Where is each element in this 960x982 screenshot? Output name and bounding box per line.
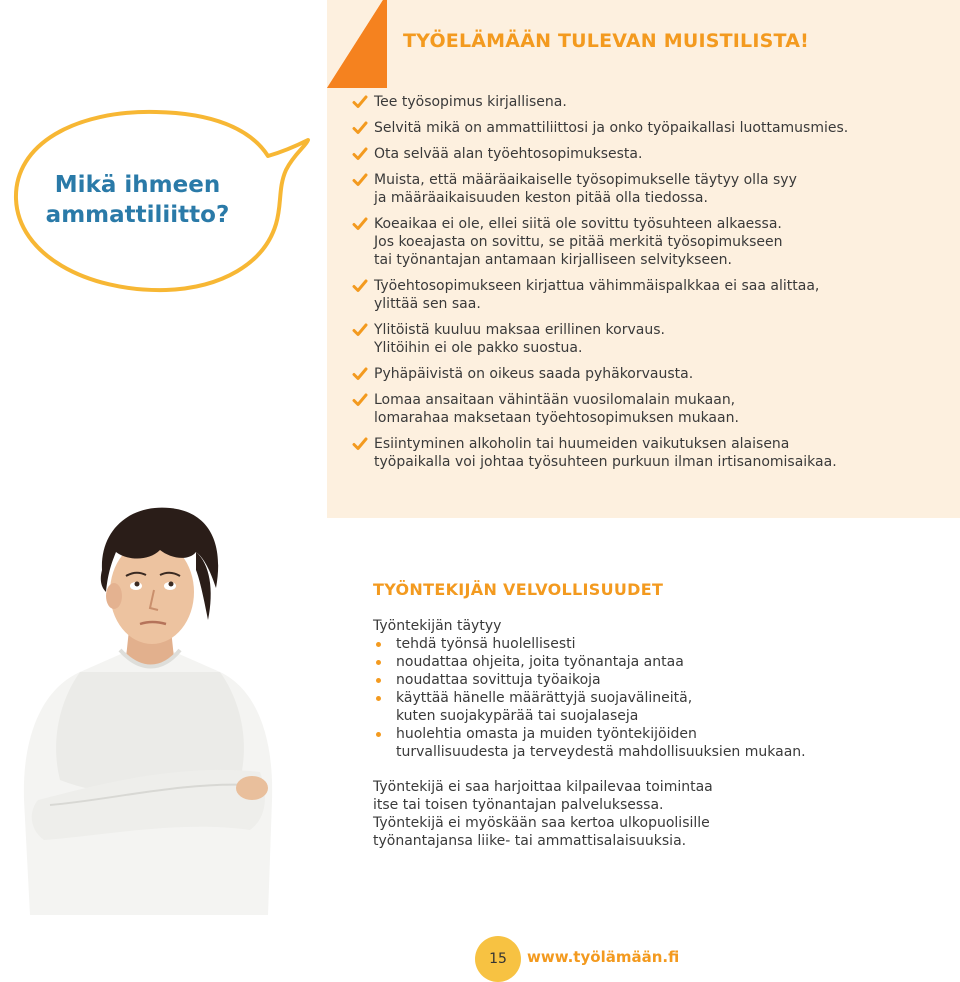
check-icon xyxy=(352,322,368,338)
check-icon xyxy=(352,366,368,382)
thinking-person-image xyxy=(20,500,280,915)
list-item-text: Ylitöistä kuuluu maksaa erillinen korvaus. xyxy=(374,322,665,338)
list-item xyxy=(373,689,933,725)
list-item-text: noudattaa ohjeita, joita työnantaja antaa xyxy=(396,654,684,670)
list-item-text: Pyhäpäivistä on oikeus saada pyhäkorvausta. xyxy=(374,366,694,382)
list-item-text: lomarahaa maksetaan työehtosopimuksen mukaan. xyxy=(374,410,739,426)
check-icon xyxy=(352,216,368,232)
list-item xyxy=(350,365,950,383)
list-item xyxy=(373,653,933,671)
page-number: 15 xyxy=(475,936,521,982)
list-item-text: tehdä työnsä huolellisesti xyxy=(396,636,576,652)
check-icon xyxy=(352,146,368,162)
paragraph-line: Työntekijä ei saa harjoittaa kilpailevaa toimintaa xyxy=(373,779,713,795)
bubble-line: Mikä ihmeen xyxy=(54,172,221,198)
list-item-text: työpaikalla voi johtaa työsuhteen purkuun ilman irtisanomisaikaa. xyxy=(374,454,837,470)
list-item-text: käyttää hänelle määrättyjä suojavälineitä, xyxy=(396,690,693,706)
checklist xyxy=(350,93,950,479)
list-item-text: Tee työsopimus kirjallisena. xyxy=(374,94,567,110)
bullet-icon xyxy=(376,696,381,701)
list-item xyxy=(350,277,950,313)
list-item-text: ja määräaikaisuuden keston pitää olla tiedossa. xyxy=(374,190,708,206)
check-icon xyxy=(352,278,368,294)
check-icon xyxy=(352,94,368,110)
paragraph-line: Työntekijä ei myöskään saa kertoa ulkopuolisille xyxy=(373,815,710,831)
bullet-icon xyxy=(376,642,381,647)
list-item-text: Ylitöihin ei ole pakko suostua. xyxy=(374,340,583,356)
bullet-icon xyxy=(376,732,381,737)
bullet-icon xyxy=(376,660,381,665)
list-item xyxy=(350,171,950,207)
list-item-text: Muista, että määräaikaiselle työsopimukselle täytyy olla syy xyxy=(374,172,797,188)
paragraph-line: itse tai toisen työnantajan palveluksessa. xyxy=(373,797,664,813)
paragraph-line: työnantajansa liike- tai ammattisalaisuuksia. xyxy=(373,833,687,849)
check-icon xyxy=(352,392,368,408)
bubble-line: ammattiliitto? xyxy=(45,202,230,228)
list-item xyxy=(350,435,950,471)
duties-paragraph xyxy=(373,778,933,850)
list-item-text: noudattaa sovittuja työaikoja xyxy=(396,672,601,688)
list-item-text: kuten suojakypärää tai suojalaseja xyxy=(396,708,639,724)
corner-triangle xyxy=(327,0,387,88)
list-item-text: Esiintyminen alkoholin tai huumeiden vaikutuksen alaisena xyxy=(374,436,790,452)
list-item xyxy=(350,119,950,137)
panel-title: TYÖELÄMÄÄN TULEVAN MUISTILISTA! xyxy=(403,30,809,52)
list-item-text: Koeaikaa ei ole, ellei siitä ole sovittu työsuhteen alkaessa. xyxy=(374,216,782,232)
list-item-text: ylittää sen saa. xyxy=(374,296,481,312)
bullet-list xyxy=(373,635,933,761)
list-item-text: Jos koeajasta on sovittu, se pitää merkitä työsopimukseen xyxy=(374,234,783,250)
list-item-text: Lomaa ansaitaan vähintään vuosilomalain mukaan, xyxy=(374,392,736,408)
list-item-text: huolehtia omasta ja muiden työntekijöiden xyxy=(396,726,697,742)
section-title: TYÖNTEKIJÄN VELVOLLISUUDET xyxy=(373,580,664,599)
list-item xyxy=(350,215,950,269)
duties-intro: Työntekijän täytyy xyxy=(373,618,502,634)
bubble-text xyxy=(30,170,245,230)
list-item xyxy=(350,321,950,357)
list-item-text: turvallisuudesta ja terveydestä mahdollisuuksien mukaan. xyxy=(396,744,806,760)
list-item xyxy=(373,671,933,689)
list-item-text: Selvitä mikä on ammattiliittosi ja onko työpaikallasi luottamusmies. xyxy=(374,120,849,136)
duties-list xyxy=(373,617,933,761)
check-icon xyxy=(352,120,368,136)
list-item-text: tai työnantajan antamaan kirjalliseen selvitykseen. xyxy=(374,252,733,268)
list-item xyxy=(373,635,933,653)
list-item xyxy=(350,145,950,163)
list-item-text: Työehtosopimukseen kirjattua vähimmäispalkkaa ei saa alittaa, xyxy=(374,278,820,294)
list-item xyxy=(373,725,933,761)
check-icon xyxy=(352,436,368,452)
list-item xyxy=(350,93,950,111)
list-item xyxy=(350,391,950,427)
website-link[interactable]: www.työlämään.fi xyxy=(527,948,680,966)
list-item-text: Ota selvää alan työehtosopimuksesta. xyxy=(374,146,643,162)
check-icon xyxy=(352,172,368,188)
bullet-icon xyxy=(376,678,381,683)
